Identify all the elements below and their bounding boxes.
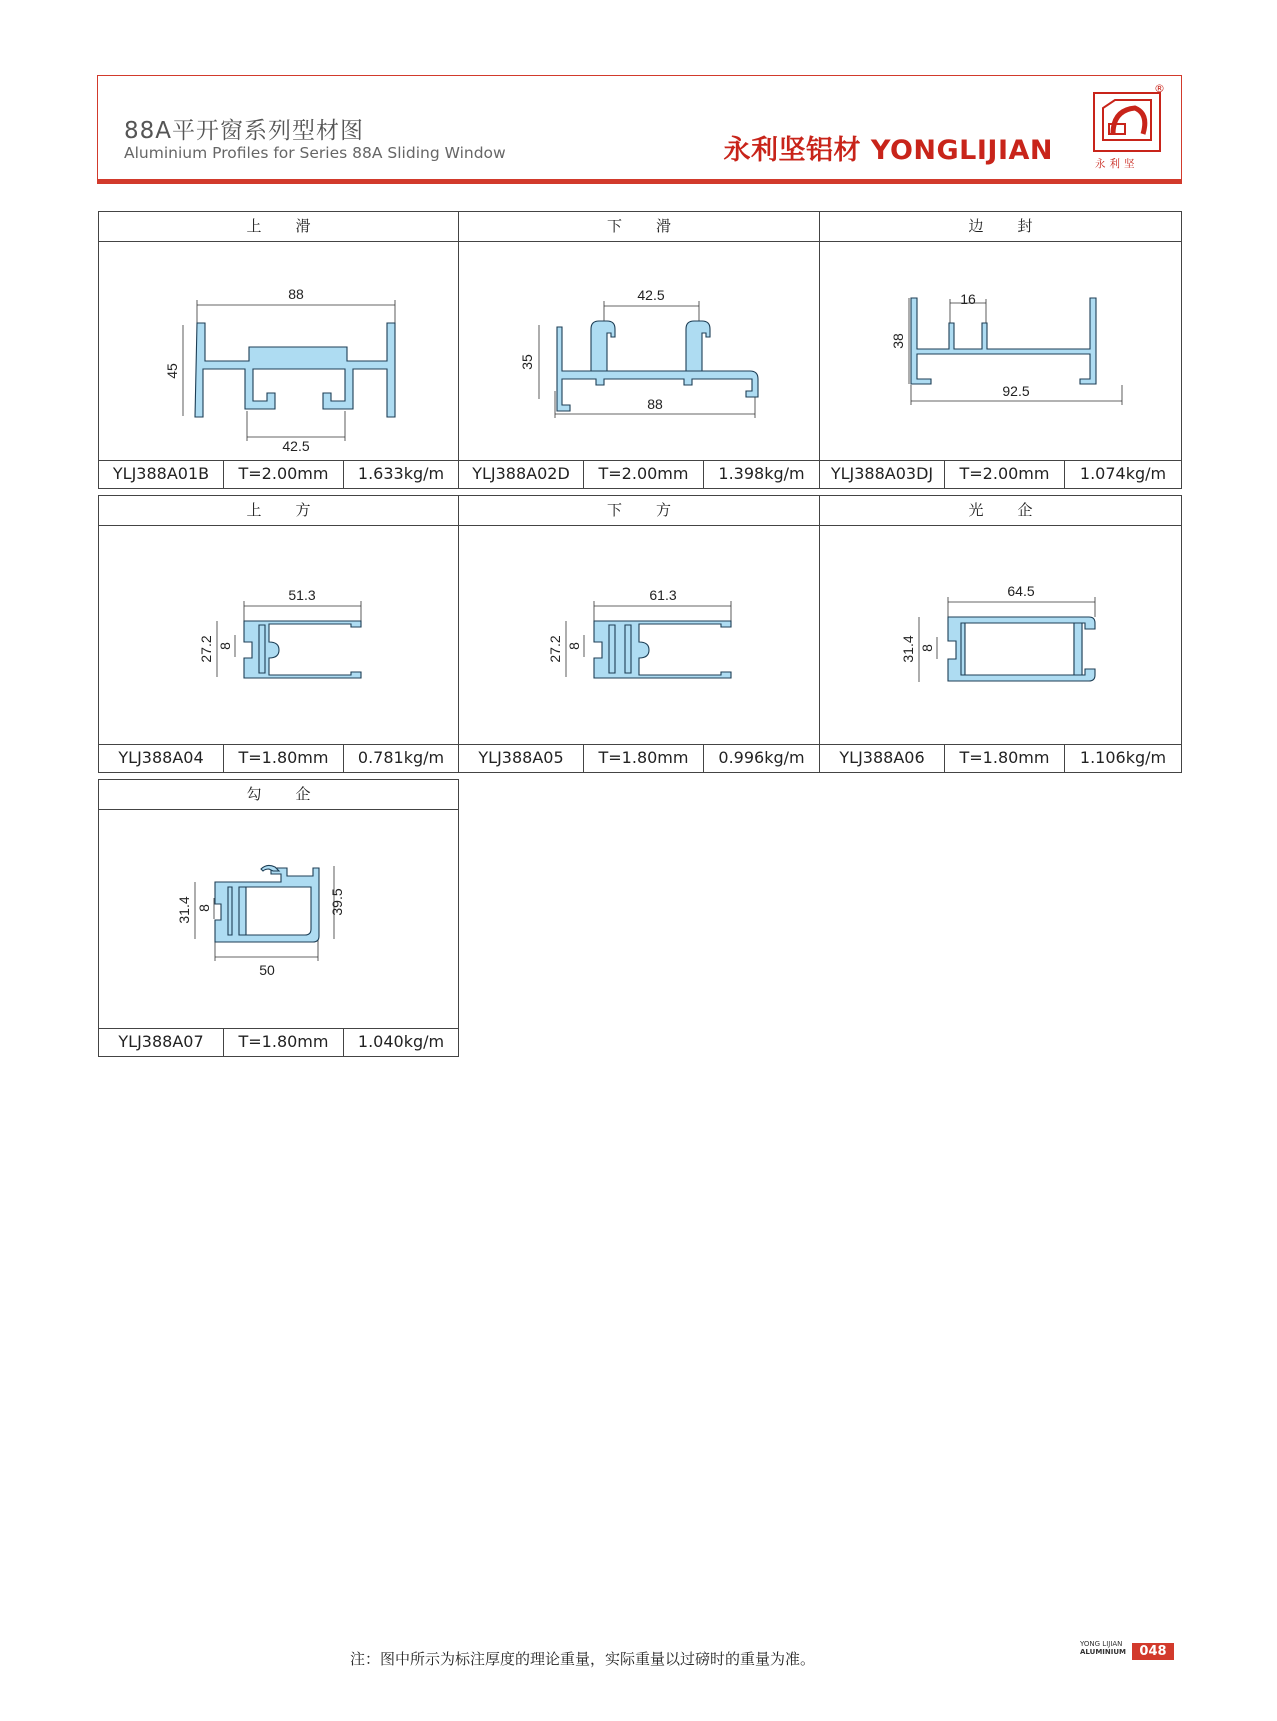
profile-panel bbox=[819, 211, 1182, 489]
panel-title: 上方 bbox=[99, 496, 458, 526]
profile-code: YLJ388A04 bbox=[99, 745, 224, 772]
profile-code: YLJ388A01B bbox=[99, 461, 224, 488]
page-header bbox=[97, 75, 1182, 181]
dim-groove: 8 bbox=[919, 644, 935, 652]
profile-thickness: T=2.00mm bbox=[224, 461, 344, 488]
profile-weight: 0.781kg/m bbox=[357, 748, 445, 767]
panel-title: 边封 bbox=[820, 212, 1181, 242]
spec-row bbox=[99, 460, 458, 488]
dim-height: 38 bbox=[890, 333, 906, 349]
profile-panel bbox=[98, 495, 459, 773]
dim-gap: 42.5 bbox=[282, 438, 310, 454]
profile-panel bbox=[98, 779, 459, 1057]
dim-groove: 8 bbox=[196, 904, 212, 912]
dim-slot: 16 bbox=[960, 291, 976, 307]
profile-code: YLJ388A03DJ bbox=[820, 461, 945, 488]
profile-drawing bbox=[99, 241, 458, 461]
dim-groove: 8 bbox=[566, 642, 582, 650]
dim-height: 31.4 bbox=[900, 635, 916, 663]
profile-code: YLJ388A02D bbox=[459, 461, 584, 488]
profile-code: YLJ388A06 bbox=[820, 745, 945, 772]
profile-drawing bbox=[820, 525, 1181, 745]
dim-hook-height: 39.5 bbox=[329, 888, 345, 916]
profile-weight: 1.398kg/m bbox=[718, 464, 805, 483]
footnote: 注：图中所示为标注厚度的理论重量，实际重量以过磅时的重量为准。 bbox=[350, 1650, 816, 1668]
panel-title: 勾企 bbox=[99, 780, 458, 810]
profile-thickness: T=2.00mm bbox=[584, 461, 704, 488]
panel-title: 下滑 bbox=[459, 212, 819, 242]
page-number: 048 bbox=[1132, 1643, 1174, 1660]
profile-panel bbox=[458, 211, 820, 489]
page-title: 88A平开窗系列型材图 bbox=[124, 118, 365, 144]
page-subtitle: Aluminium Profiles for Series 88A Sliding Window bbox=[124, 144, 506, 162]
brand-logo bbox=[1093, 82, 1165, 172]
profile-code: YLJ388A07 bbox=[99, 1029, 224, 1056]
footer-brand-line2: ALUMINIUM bbox=[1080, 1648, 1126, 1656]
profile-panel bbox=[458, 495, 820, 773]
logo-emblem-icon bbox=[1093, 92, 1161, 152]
profile-panel bbox=[98, 211, 459, 489]
logo-caption: 永利坚 bbox=[1095, 158, 1139, 170]
spec-row bbox=[99, 1028, 458, 1056]
panel-title: 下方 bbox=[459, 496, 819, 526]
spec-row bbox=[459, 460, 819, 488]
dim-height: 27.2 bbox=[547, 635, 563, 663]
profile-drawing bbox=[99, 525, 458, 745]
profile-weight: 1.633kg/m bbox=[357, 464, 445, 483]
dim-width: 61.3 bbox=[649, 587, 677, 603]
dim-width: 88 bbox=[288, 286, 304, 302]
profile-drawing bbox=[459, 525, 819, 745]
registered-mark: ® bbox=[1154, 82, 1165, 95]
profile-thickness: T=1.80mm bbox=[224, 745, 344, 772]
spec-row bbox=[99, 744, 458, 772]
profile-code: YLJ388A05 bbox=[459, 745, 584, 772]
dim-width: 92.5 bbox=[1002, 383, 1030, 399]
header-rule bbox=[97, 179, 1182, 184]
dim-width: 88 bbox=[647, 396, 663, 412]
dim-width: 64.5 bbox=[1007, 583, 1035, 599]
profile-weight: 1.074kg/m bbox=[1079, 464, 1167, 483]
dim-width: 51.3 bbox=[288, 587, 316, 603]
profile-weight: 0.996kg/m bbox=[718, 748, 805, 767]
dim-height: 31.4 bbox=[176, 896, 192, 924]
profile-thickness: T=1.80mm bbox=[224, 1029, 344, 1056]
spec-row bbox=[459, 744, 819, 772]
dim-groove: 8 bbox=[217, 642, 233, 650]
profile-thickness: T=1.80mm bbox=[945, 745, 1065, 772]
profile-drawing bbox=[99, 809, 458, 1029]
profile-thickness: T=1.80mm bbox=[584, 745, 704, 772]
spec-row bbox=[820, 460, 1181, 488]
profile-panel bbox=[819, 495, 1182, 773]
profile-weight: 1.040kg/m bbox=[357, 1032, 445, 1051]
profile-drawing bbox=[820, 241, 1181, 461]
profile-weight: 1.106kg/m bbox=[1079, 748, 1167, 767]
dim-height: 27.2 bbox=[198, 635, 214, 663]
spec-row bbox=[820, 744, 1181, 772]
footer-brand-line1: YONG LIJIAN bbox=[1080, 1640, 1123, 1648]
dim-top: 42.5 bbox=[637, 287, 665, 303]
dim-height: 35 bbox=[519, 354, 535, 370]
panel-title: 上滑 bbox=[99, 212, 458, 242]
brand-name: 永利坚铝材 YONGLIJIAN bbox=[723, 135, 1053, 166]
page-number-block bbox=[1080, 1640, 1184, 1662]
panel-title: 光企 bbox=[820, 496, 1181, 526]
profile-thickness: T=2.00mm bbox=[945, 461, 1065, 488]
dim-height: 45 bbox=[164, 363, 180, 379]
dim-width: 50 bbox=[259, 962, 275, 978]
profile-drawing bbox=[459, 241, 819, 461]
footer-brand bbox=[1080, 1640, 1126, 1656]
